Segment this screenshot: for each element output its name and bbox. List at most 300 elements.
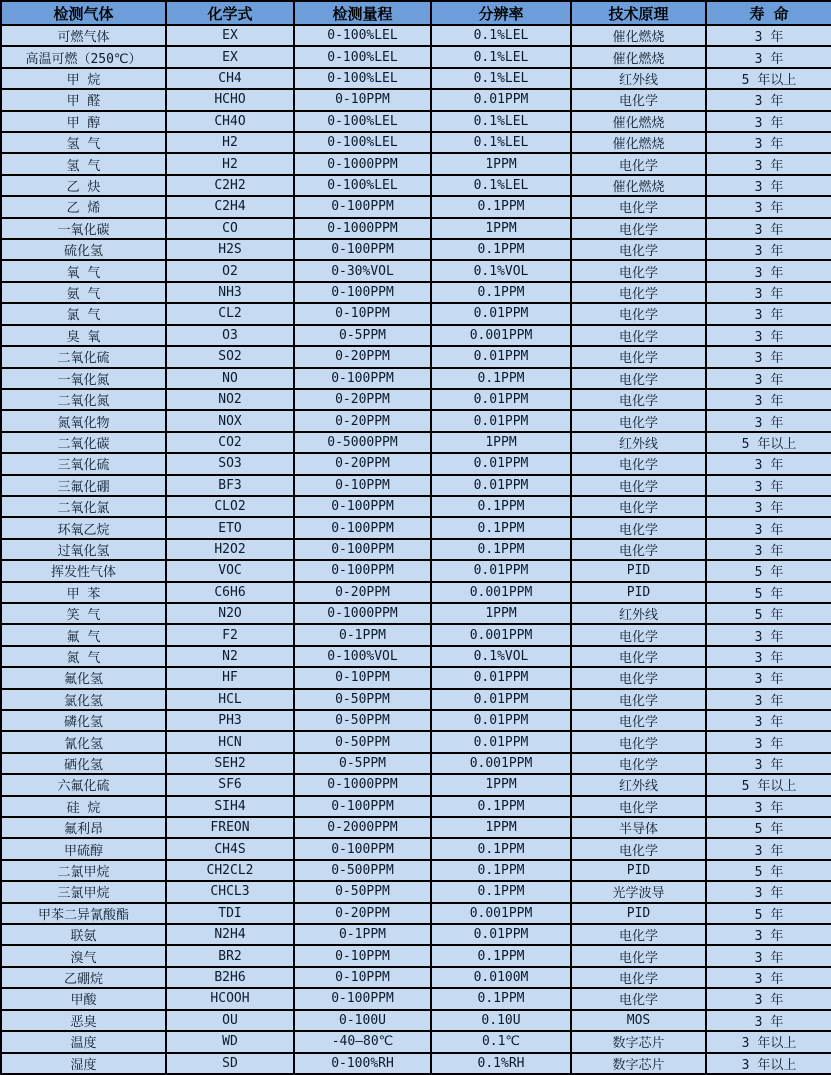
cell-detection-range: 0-10PPM <box>294 967 431 988</box>
cell-technology: 数字芯片 <box>571 1031 706 1052</box>
cell-resolution: 0.01PPM <box>431 453 571 474</box>
cell-gas-name: 氢 气 <box>1 132 166 153</box>
cell-detection-range: 0-100PPM <box>294 496 431 517</box>
cell-gas-name: 过氧化氢 <box>1 539 166 560</box>
cell-lifespan: 3 年 <box>706 89 831 110</box>
table-row <box>1 303 831 324</box>
cell-resolution: 0.1PPM <box>431 860 571 881</box>
cell-chemical-formula: C2H4 <box>166 196 294 217</box>
table-row <box>1 260 831 281</box>
cell-resolution: 0.01PPM <box>431 667 571 688</box>
cell-lifespan: 3 年 <box>706 796 831 817</box>
cell-technology: 电化学 <box>571 689 706 710</box>
cell-resolution: 0.1PPM <box>431 496 571 517</box>
cell-lifespan: 3 年 <box>706 624 831 645</box>
cell-technology: 电化学 <box>571 667 706 688</box>
cell-lifespan: 3 年 <box>706 924 831 945</box>
table-row <box>1 817 831 838</box>
cell-gas-name: 乙 烯 <box>1 196 166 217</box>
table-row <box>1 218 831 239</box>
cell-gas-name: 氰化氢 <box>1 731 166 752</box>
table-row <box>1 46 831 67</box>
cell-technology: 电化学 <box>571 325 706 346</box>
cell-detection-range: 0-20PPM <box>294 410 431 431</box>
table-row <box>1 475 831 496</box>
cell-chemical-formula: BF3 <box>166 475 294 496</box>
cell-gas-name: 可燃气体 <box>1 25 166 46</box>
table-row <box>1 239 831 260</box>
cell-detection-range: 0-30%VOL <box>294 260 431 281</box>
cell-gas-name: 甲 醛 <box>1 89 166 110</box>
cell-detection-range: 0-20PPM <box>294 346 431 367</box>
cell-resolution: 0.01PPM <box>431 303 571 324</box>
cell-lifespan: 3 年 <box>706 111 831 132</box>
cell-lifespan: 5 年以上 <box>706 432 831 453</box>
cell-technology: 电化学 <box>571 368 706 389</box>
cell-resolution: 0.1PPM <box>431 881 571 902</box>
cell-resolution: 0.0100M <box>431 967 571 988</box>
cell-chemical-formula: NO2 <box>166 389 294 410</box>
table-row <box>1 153 831 174</box>
cell-gas-name: 二氧化碳 <box>1 432 166 453</box>
cell-gas-name: 三氟化硼 <box>1 475 166 496</box>
cell-technology: 光学波导 <box>571 881 706 902</box>
cell-detection-range: 0-100%LEL <box>294 25 431 46</box>
cell-technology: 红外线 <box>571 68 706 89</box>
cell-lifespan: 3 年 <box>706 988 831 1009</box>
cell-lifespan: 5 年 <box>706 560 831 581</box>
cell-chemical-formula: SD <box>166 1053 294 1075</box>
cell-resolution: 0.1PPM <box>431 988 571 1009</box>
cell-lifespan: 3 年 <box>706 881 831 902</box>
cell-technology: MOS <box>571 1010 706 1031</box>
cell-lifespan: 5 年以上 <box>706 68 831 89</box>
cell-resolution: 1PPM <box>431 218 571 239</box>
column-header-detection-range: 检测量程 <box>294 1 431 25</box>
cell-lifespan: 3 年 <box>706 325 831 346</box>
cell-lifespan: 5 年 <box>706 582 831 603</box>
cell-gas-name: 甲 苯 <box>1 582 166 603</box>
cell-chemical-formula: N2 <box>166 646 294 667</box>
cell-gas-name: 氨 气 <box>1 282 166 303</box>
cell-chemical-formula: CH4O <box>166 111 294 132</box>
cell-detection-range: 0-2000PPM <box>294 817 431 838</box>
cell-resolution: 0.10U <box>431 1010 571 1031</box>
table-row <box>1 517 831 538</box>
cell-gas-name: 硅 烷 <box>1 796 166 817</box>
cell-lifespan: 5 年 <box>706 860 831 881</box>
cell-gas-name: 磷化氢 <box>1 710 166 731</box>
cell-technology: 电化学 <box>571 624 706 645</box>
cell-lifespan: 3 年 <box>706 368 831 389</box>
cell-technology: 电化学 <box>571 303 706 324</box>
cell-gas-name: 联氨 <box>1 924 166 945</box>
cell-chemical-formula: HF <box>166 667 294 688</box>
table-row <box>1 967 831 988</box>
cell-resolution: 0.01PPM <box>431 475 571 496</box>
cell-resolution: 0.01PPM <box>431 731 571 752</box>
cell-gas-name: 乙硼烷 <box>1 967 166 988</box>
table-row <box>1 881 831 902</box>
cell-detection-range: 0-1000PPM <box>294 603 431 624</box>
table-row <box>1 689 831 710</box>
cell-lifespan: 3 年 <box>706 517 831 538</box>
column-header-chemical-formula: 化学式 <box>166 1 294 25</box>
cell-chemical-formula: PH3 <box>166 710 294 731</box>
cell-gas-name: 硒化氢 <box>1 753 166 774</box>
cell-gas-name: 硫化氢 <box>1 239 166 260</box>
cell-chemical-formula: HCOOH <box>166 988 294 1009</box>
cell-chemical-formula: BR2 <box>166 945 294 966</box>
cell-chemical-formula: CH4 <box>166 68 294 89</box>
cell-technology: 电化学 <box>571 196 706 217</box>
cell-lifespan: 3 年 <box>706 945 831 966</box>
table-row <box>1 346 831 367</box>
table-row <box>1 1053 831 1075</box>
cell-detection-range: 0-10PPM <box>294 667 431 688</box>
cell-lifespan: 3 年以上 <box>706 1053 831 1075</box>
cell-gas-name: 甲硫醇 <box>1 838 166 859</box>
cell-lifespan: 3 年 <box>706 646 831 667</box>
cell-chemical-formula: CH4S <box>166 838 294 859</box>
cell-detection-range: 0-100PPM <box>294 539 431 560</box>
cell-resolution: 0.1%LEL <box>431 132 571 153</box>
table-row <box>1 1031 831 1052</box>
cell-technology: 催化燃烧 <box>571 46 706 67</box>
cell-chemical-formula: O2 <box>166 260 294 281</box>
cell-lifespan: 3 年 <box>706 731 831 752</box>
cell-technology: PID <box>571 582 706 603</box>
cell-gas-name: 六氟化硫 <box>1 774 166 795</box>
cell-detection-range: 0-100PPM <box>294 838 431 859</box>
cell-chemical-formula: C2H2 <box>166 175 294 196</box>
cell-lifespan: 3 年 <box>706 453 831 474</box>
cell-lifespan: 3 年以上 <box>706 1031 831 1052</box>
cell-gas-name: 三氯甲烷 <box>1 881 166 902</box>
cell-detection-range: 0-100PPM <box>294 796 431 817</box>
cell-lifespan: 3 年 <box>706 710 831 731</box>
cell-technology: 红外线 <box>571 774 706 795</box>
cell-resolution: 0.1%LEL <box>431 175 571 196</box>
cell-technology: PID <box>571 860 706 881</box>
cell-resolution: 0.001PPM <box>431 325 571 346</box>
cell-gas-name: 氯化氢 <box>1 689 166 710</box>
cell-gas-name: 挥发性气体 <box>1 560 166 581</box>
table-row <box>1 603 831 624</box>
table-row <box>1 560 831 581</box>
table-row <box>1 539 831 560</box>
cell-technology: 电化学 <box>571 410 706 431</box>
cell-gas-name: 氮氧化物 <box>1 410 166 431</box>
cell-gas-name: 三氧化硫 <box>1 453 166 474</box>
cell-detection-range: 0-1000PPM <box>294 153 431 174</box>
cell-lifespan: 3 年 <box>706 282 831 303</box>
cell-detection-range: 0-1000PPM <box>294 218 431 239</box>
table-row <box>1 410 831 431</box>
cell-resolution: 0.1PPM <box>431 239 571 260</box>
table-row <box>1 582 831 603</box>
column-header-lifespan: 寿 命 <box>706 1 831 25</box>
cell-lifespan: 3 年 <box>706 132 831 153</box>
cell-detection-range: 0-100%LEL <box>294 132 431 153</box>
table-row <box>1 368 831 389</box>
cell-gas-name: 温度 <box>1 1031 166 1052</box>
cell-technology: 电化学 <box>571 475 706 496</box>
cell-lifespan: 5 年 <box>706 903 831 924</box>
table-row <box>1 196 831 217</box>
table-row <box>1 432 831 453</box>
table-row <box>1 175 831 196</box>
cell-resolution: 0.1PPM <box>431 796 571 817</box>
cell-detection-range: 0-100PPM <box>294 282 431 303</box>
cell-detection-range: 0-10PPM <box>294 945 431 966</box>
cell-lifespan: 3 年 <box>706 838 831 859</box>
cell-detection-range: 0-5000PPM <box>294 432 431 453</box>
cell-lifespan: 5 年 <box>706 603 831 624</box>
cell-detection-range: 0-100%LEL <box>294 46 431 67</box>
cell-resolution: 1PPM <box>431 432 571 453</box>
cell-technology: 电化学 <box>571 796 706 817</box>
cell-chemical-formula: CO <box>166 218 294 239</box>
cell-lifespan: 3 年 <box>706 539 831 560</box>
cell-chemical-formula: O3 <box>166 325 294 346</box>
cell-gas-name: 高温可燃（250℃） <box>1 46 166 67</box>
cell-technology: 数字芯片 <box>571 1053 706 1075</box>
cell-chemical-formula: HCL <box>166 689 294 710</box>
cell-detection-range: 0-100U <box>294 1010 431 1031</box>
cell-detection-range: 0-5PPM <box>294 325 431 346</box>
table-row <box>1 731 831 752</box>
cell-lifespan: 3 年 <box>706 153 831 174</box>
cell-detection-range: 0-20PPM <box>294 903 431 924</box>
table-row <box>1 860 831 881</box>
cell-chemical-formula: ETO <box>166 517 294 538</box>
table-row <box>1 667 831 688</box>
cell-technology: 电化学 <box>571 153 706 174</box>
cell-chemical-formula: H2 <box>166 132 294 153</box>
cell-technology: 电化学 <box>571 710 706 731</box>
cell-technology: 电化学 <box>571 389 706 410</box>
cell-gas-name: 甲苯二异氰酸酯 <box>1 903 166 924</box>
table-row <box>1 646 831 667</box>
table-row <box>1 753 831 774</box>
cell-technology: 电化学 <box>571 753 706 774</box>
cell-gas-name: 溴气 <box>1 945 166 966</box>
cell-gas-name: 一氧化氮 <box>1 368 166 389</box>
cell-technology: 红外线 <box>571 603 706 624</box>
cell-detection-range: 0-5PPM <box>294 753 431 774</box>
table-header <box>1 1 831 25</box>
cell-lifespan: 3 年 <box>706 260 831 281</box>
cell-resolution: 0.1℃ <box>431 1031 571 1052</box>
table-row <box>1 282 831 303</box>
table-row <box>1 710 831 731</box>
cell-lifespan: 5 年以上 <box>706 774 831 795</box>
cell-gas-name: 乙 炔 <box>1 175 166 196</box>
cell-detection-range: 0-500PPM <box>294 860 431 881</box>
cell-technology: 电化学 <box>571 346 706 367</box>
cell-gas-name: 二氧化硫 <box>1 346 166 367</box>
cell-chemical-formula: WD <box>166 1031 294 1052</box>
cell-chemical-formula: HCHO <box>166 89 294 110</box>
cell-chemical-formula: F2 <box>166 624 294 645</box>
cell-detection-range: 0-100%VOL <box>294 646 431 667</box>
cell-lifespan: 3 年 <box>706 389 831 410</box>
column-header-technology: 技术原理 <box>571 1 706 25</box>
cell-technology: 半导体 <box>571 817 706 838</box>
table-row <box>1 132 831 153</box>
cell-chemical-formula: SO3 <box>166 453 294 474</box>
cell-lifespan: 3 年 <box>706 239 831 260</box>
cell-technology: PID <box>571 560 706 581</box>
cell-gas-name: 恶臭 <box>1 1010 166 1031</box>
cell-lifespan: 3 年 <box>706 175 831 196</box>
cell-resolution: 0.001PPM <box>431 753 571 774</box>
cell-lifespan: 3 年 <box>706 496 831 517</box>
cell-gas-name: 甲酸 <box>1 988 166 1009</box>
cell-gas-name: 氟 气 <box>1 624 166 645</box>
cell-resolution: 0.1%RH <box>431 1053 571 1075</box>
cell-technology: PID <box>571 903 706 924</box>
cell-detection-range: 0-50PPM <box>294 710 431 731</box>
table-row <box>1 945 831 966</box>
cell-detection-range: 0-50PPM <box>294 881 431 902</box>
cell-resolution: 1PPM <box>431 817 571 838</box>
cell-detection-range: 0-100PPM <box>294 368 431 389</box>
cell-chemical-formula: CO2 <box>166 432 294 453</box>
cell-technology: 电化学 <box>571 496 706 517</box>
table-row <box>1 988 831 1009</box>
cell-detection-range: 0-100PPM <box>294 560 431 581</box>
cell-detection-range: 0-100PPM <box>294 988 431 1009</box>
table-row <box>1 389 831 410</box>
cell-resolution: 1PPM <box>431 603 571 624</box>
cell-resolution: 1PPM <box>431 153 571 174</box>
cell-detection-range: 0-20PPM <box>294 453 431 474</box>
cell-chemical-formula: CH2CL2 <box>166 860 294 881</box>
cell-technology: 催化燃烧 <box>571 132 706 153</box>
cell-gas-name: 氮 气 <box>1 646 166 667</box>
table-row <box>1 796 831 817</box>
cell-lifespan: 3 年 <box>706 25 831 46</box>
cell-detection-range: 0-10PPM <box>294 303 431 324</box>
cell-gas-name: 氟化氢 <box>1 667 166 688</box>
table-body <box>1 25 831 1074</box>
cell-chemical-formula: FREON <box>166 817 294 838</box>
table-row <box>1 89 831 110</box>
cell-detection-range: 0-100%LEL <box>294 175 431 196</box>
cell-resolution: 0.01PPM <box>431 689 571 710</box>
cell-chemical-formula: N2H4 <box>166 924 294 945</box>
cell-resolution: 0.01PPM <box>431 710 571 731</box>
cell-gas-name: 氧 气 <box>1 260 166 281</box>
cell-detection-range: 0-100PPM <box>294 517 431 538</box>
cell-lifespan: 3 年 <box>706 196 831 217</box>
cell-resolution: 0.1%LEL <box>431 46 571 67</box>
cell-resolution: 1PPM <box>431 774 571 795</box>
cell-technology: 催化燃烧 <box>571 111 706 132</box>
cell-chemical-formula: CL2 <box>166 303 294 324</box>
cell-chemical-formula: SF6 <box>166 774 294 795</box>
cell-resolution: 0.01PPM <box>431 346 571 367</box>
cell-lifespan: 3 年 <box>706 346 831 367</box>
cell-chemical-formula: SO2 <box>166 346 294 367</box>
table-row <box>1 453 831 474</box>
table-row <box>1 838 831 859</box>
table-row <box>1 624 831 645</box>
cell-resolution: 0.1%LEL <box>431 68 571 89</box>
cell-resolution: 0.01PPM <box>431 410 571 431</box>
cell-detection-range: 0-50PPM <box>294 689 431 710</box>
cell-lifespan: 3 年 <box>706 46 831 67</box>
cell-lifespan: 3 年 <box>706 667 831 688</box>
cell-chemical-formula: B2H6 <box>166 967 294 988</box>
cell-resolution: 0.1PPM <box>431 282 571 303</box>
cell-technology: 电化学 <box>571 731 706 752</box>
cell-chemical-formula: NO <box>166 368 294 389</box>
cell-technology: 电化学 <box>571 218 706 239</box>
cell-detection-range: 0-100%LEL <box>294 111 431 132</box>
table-row <box>1 25 831 46</box>
cell-gas-name: 氟利昂 <box>1 817 166 838</box>
cell-gas-name: 氢 气 <box>1 153 166 174</box>
cell-technology: 催化燃烧 <box>571 25 706 46</box>
cell-technology: 电化学 <box>571 646 706 667</box>
cell-chemical-formula: H2O2 <box>166 539 294 560</box>
cell-chemical-formula: SEH2 <box>166 753 294 774</box>
cell-detection-range: 0-10PPM <box>294 89 431 110</box>
cell-detection-range: 0-100%RH <box>294 1053 431 1075</box>
cell-gas-name: 二氧化氯 <box>1 496 166 517</box>
table-row <box>1 924 831 945</box>
cell-technology: 电化学 <box>571 89 706 110</box>
cell-resolution: 0.1PPM <box>431 517 571 538</box>
cell-gas-name: 二氯甲烷 <box>1 860 166 881</box>
cell-detection-range: 0-1PPM <box>294 624 431 645</box>
cell-technology: 电化学 <box>571 453 706 474</box>
cell-gas-name: 湿度 <box>1 1053 166 1075</box>
cell-chemical-formula: EX <box>166 46 294 67</box>
cell-gas-name: 氯 气 <box>1 303 166 324</box>
cell-resolution: 0.001PPM <box>431 903 571 924</box>
cell-lifespan: 3 年 <box>706 218 831 239</box>
cell-lifespan: 3 年 <box>706 967 831 988</box>
table-row <box>1 111 831 132</box>
cell-lifespan: 3 年 <box>706 303 831 324</box>
cell-chemical-formula: C6H6 <box>166 582 294 603</box>
cell-detection-range: 0-1PPM <box>294 924 431 945</box>
cell-gas-name: 二氧化氮 <box>1 389 166 410</box>
cell-resolution: 0.01PPM <box>431 924 571 945</box>
cell-resolution: 0.01PPM <box>431 560 571 581</box>
cell-chemical-formula: H2 <box>166 153 294 174</box>
cell-lifespan: 3 年 <box>706 410 831 431</box>
cell-chemical-formula: SIH4 <box>166 796 294 817</box>
table-row <box>1 68 831 89</box>
cell-gas-name: 笑 气 <box>1 603 166 624</box>
cell-detection-range: 0-1000PPM <box>294 774 431 795</box>
cell-resolution: 0.1PPM <box>431 945 571 966</box>
cell-technology: 电化学 <box>571 260 706 281</box>
table-row <box>1 774 831 795</box>
cell-resolution: 0.01PPM <box>431 389 571 410</box>
cell-lifespan: 3 年 <box>706 475 831 496</box>
cell-resolution: 0.1%VOL <box>431 646 571 667</box>
cell-chemical-formula: H2S <box>166 239 294 260</box>
cell-resolution: 0.1PPM <box>431 838 571 859</box>
cell-technology: 电化学 <box>571 967 706 988</box>
cell-lifespan: 3 年 <box>706 753 831 774</box>
